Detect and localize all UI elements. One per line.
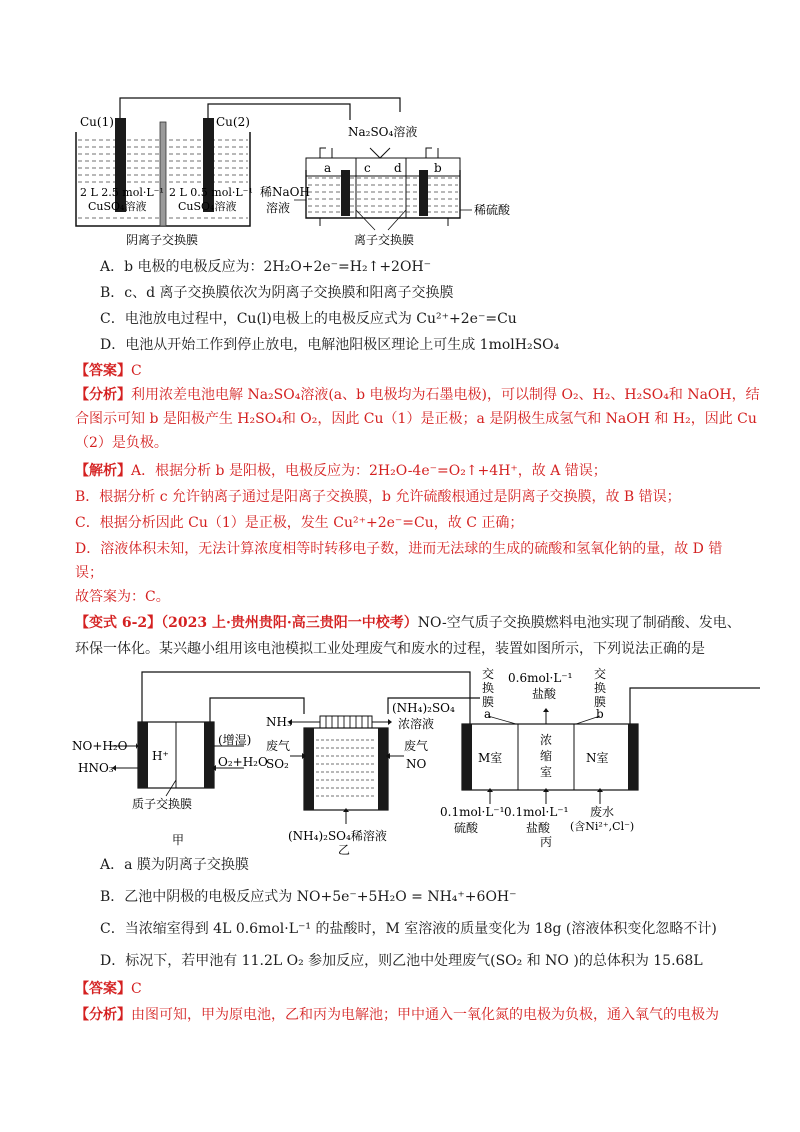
nh3-label: NH₃ xyxy=(266,715,292,729)
naoh-label-2: 溶液 xyxy=(266,201,291,215)
wastewater-label-2: (含Ni²⁺,Cl⁻) xyxy=(570,820,635,833)
wastewater-label-1: 废水 xyxy=(590,805,615,819)
ex-b-1: 交 xyxy=(594,667,607,681)
left-solution-name: CuSO₄溶液 xyxy=(88,200,147,213)
question-2-line-2: 环保一体化。某兴趣小组用该电池模拟工业处理废气和废水的过程，装置如图所示，下列说法正确的是 xyxy=(75,641,705,657)
analysis-1-line-2: 合图示可知 b 是阳极产生 H₂SO₄和 O₂，因此 Cu（1）是正极；a 是阴极生成氢气和 NaOH 和 H₂，因此 Cu xyxy=(75,411,757,427)
solution-1-line-c: C．根据分析因此 Cu（1）是正极，发生 Cu²⁺+2e⁻=Cu，故 C 正确； xyxy=(75,515,524,531)
conc-solution-label-2: 浓溶液 xyxy=(398,717,435,731)
answer-2-value: C xyxy=(131,981,142,997)
question-2-tag: 【变式 6-2】 xyxy=(75,615,162,631)
hcl01-label-1: 0.1mol·L⁻¹ xyxy=(504,805,569,819)
ex-b-3: 膜 xyxy=(594,695,607,709)
waste-gas-label: 废气 xyxy=(266,739,291,753)
dilute-solution-label: (NH₄)₂SO₄稀溶液 xyxy=(288,829,387,843)
ex-b-2: 换 xyxy=(594,681,607,695)
ex-b-4: b xyxy=(596,707,604,721)
electrode-b-label: b xyxy=(434,161,442,175)
left-solution-conc: 2 L 2.5 mol·L⁻¹ xyxy=(80,186,164,199)
h2so4-01-label-2: 硫酸 xyxy=(454,821,479,835)
na2so4-label: Na₂SO₄溶液 xyxy=(348,125,418,139)
anion-membrane-label: 阴离子交换膜 xyxy=(126,233,199,247)
q1-option-c: C．电池放电过程中，Cu(l)电极上的电极反应式为 Cu²⁺+2e⁻=Cu xyxy=(100,311,517,327)
solution-1-final: 故答案为：C。 xyxy=(75,589,170,605)
answer-2-tag: 【答案】 xyxy=(75,981,131,997)
solution-1-line-a xyxy=(75,460,735,482)
cu2-label: Cu(2) xyxy=(216,115,250,129)
analysis-text: 利用浓差电池电解 Na₂SO₄溶液(a、b 电极均为石墨电极)，可以制得 O₂、H₂、H₂SO₄和 NaOH，结 xyxy=(131,387,760,403)
no-h2o-label: NO+H₂O xyxy=(72,739,128,753)
ex-a-2: 换 xyxy=(482,681,495,695)
analysis-1-line-1 xyxy=(75,384,760,406)
solution-1-line-b: B．根据分析 c 允许钠离子通过是阳离子交换膜，b 允许硫酸根通过是阴离子交换膜，故 B 错误； xyxy=(75,489,681,505)
membrane-d-label: d xyxy=(394,161,402,175)
q2-option-b: B．乙池中阴极的电极反应式为 NO+5e⁻+5H₂O = NH₄⁺+6OH⁻ xyxy=(100,889,517,905)
waste-gas-2-label: 废气 xyxy=(404,739,429,753)
figure-concentration-cell xyxy=(70,92,511,248)
question-2-line-1 xyxy=(75,612,741,634)
proton-membrane-label: 质子交换膜 xyxy=(132,797,193,811)
naoh-label-1: 稀NaOH xyxy=(260,185,310,199)
answer-value: C xyxy=(131,363,142,379)
analysis-2-line-1 xyxy=(75,1004,735,1026)
q2-option-d: D．标况下，若甲池有 11.2L O₂ 参加反应，则乙池中处理废气(SO₂ 和 NO )的总体积为 15.68L xyxy=(100,953,703,969)
m-room-label: M室 xyxy=(478,751,503,765)
ex-a-1: 交 xyxy=(482,667,495,681)
hplus-label: H⁺ xyxy=(152,749,169,763)
ion-membrane-label: 离子交换膜 xyxy=(354,233,415,247)
ex-a-3: 膜 xyxy=(482,695,495,709)
solution-tag: 【解析】 xyxy=(75,463,131,479)
question-2-source: （2023 上·贵州贵阳·高三贵阳一中校考） xyxy=(161,615,418,631)
q1-option-a: A．b 电极的电极反应为：2H₂O+2e⁻=H₂↑+2OH⁻ xyxy=(100,259,432,275)
cu1-label: Cu(1) xyxy=(80,115,114,129)
question-2-text: NO-空气质子交换膜燃料电池实现了制硝酸、发电、 xyxy=(417,615,741,631)
figure-fuel-cell-electrolysis xyxy=(70,664,710,857)
hcl06-label-2: 盐酸 xyxy=(532,687,557,701)
jia-label: 甲 xyxy=(172,833,185,847)
answer-tag: 【答案】 xyxy=(75,363,131,379)
solution-1-line-d1: D．溶液体积未知，无法计算浓度相等时转移电子数，进而无法球的生成的硫酸和氢氧化钠的量，故 D 错 xyxy=(75,541,723,557)
so2-label: SO₂ xyxy=(266,757,289,771)
analysis-2-text: 由图可知，甲为原电池，乙和丙为电解池；甲中通入一氧化氮的电极为负极，通入氧气的电极为 xyxy=(131,1007,719,1023)
q2-option-c: C．当浓缩室得到 4L 0.6mol·L⁻¹ 的盐酸时，M 室溶液的质量变化为 18g (溶液体积变化忽略不计) xyxy=(100,921,717,937)
mid-solution-name: CuSO₄溶液 xyxy=(178,200,237,213)
analysis-2-tag: 【分析】 xyxy=(75,1007,131,1023)
h2so4-label: 稀硫酸 xyxy=(474,203,511,217)
o2-h2o-label: O₂+H₂O xyxy=(218,755,268,769)
conc-room-3: 室 xyxy=(540,765,553,779)
analysis-1-line-3: （2）是负极。 xyxy=(75,435,168,451)
q2-option-a: A．a 膜为阴离子交换膜 xyxy=(100,857,249,873)
answer-2 xyxy=(75,978,735,1000)
mid-solution-conc: 2 L 0.5 mol·L⁻¹ xyxy=(169,186,253,199)
solution-a: A．根据分析 b 是阳极，电极反应为：2H₂O-4e⁻=O₂↑+4H⁺，故 A 错误； xyxy=(131,463,607,479)
answer-1 xyxy=(75,360,735,382)
membrane-c-label: c xyxy=(364,161,371,175)
conc-room-2: 缩 xyxy=(540,749,553,763)
humid-label: (增湿) xyxy=(218,733,252,747)
ex-a-4: a xyxy=(484,707,492,721)
h2so4-01-label-1: 0.1mol·L⁻¹ xyxy=(440,805,505,819)
no-label: NO xyxy=(406,757,427,771)
bing-label: 丙 xyxy=(540,835,553,849)
n-room-label: N室 xyxy=(586,751,609,765)
conc-solution-label-1: (NH₄)₂SO₄ xyxy=(392,701,455,715)
electrode-a-label: a xyxy=(324,161,332,175)
analysis-tag: 【分析】 xyxy=(75,387,131,403)
q1-option-d: D．电池从开始工作到停止放电，电解池阳极区理论上可生成 1molH₂SO₄ xyxy=(100,337,560,353)
hcl06-label-1: 0.6mol·L⁻¹ xyxy=(508,671,573,685)
q1-option-b: B．c、d 离子交换膜依次为阴离子交换膜和阳离子交换膜 xyxy=(100,285,454,301)
conc-room-1: 浓 xyxy=(540,733,553,747)
hno3-label: HNO₃ xyxy=(78,761,114,775)
hcl01-label-2: 盐酸 xyxy=(526,821,551,835)
yi-label: 乙 xyxy=(338,843,351,857)
solution-1-line-d2: 误； xyxy=(75,565,103,581)
